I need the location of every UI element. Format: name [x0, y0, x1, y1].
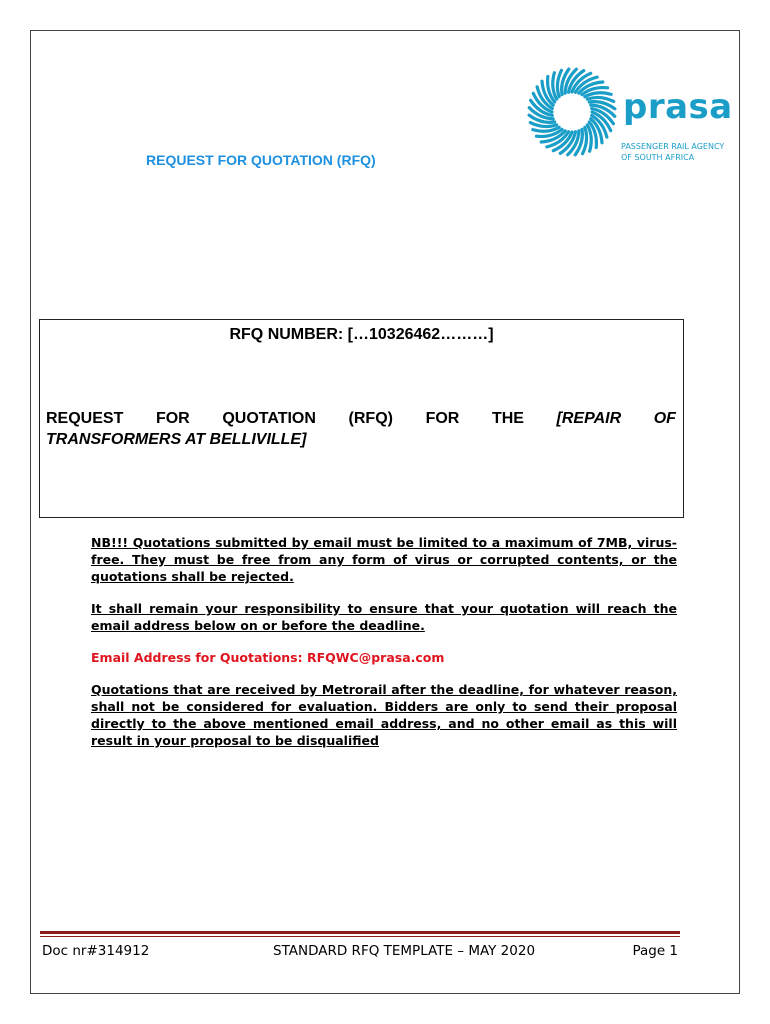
desc-word: FOR — [155, 410, 190, 427]
late-submission-note: Quotations that are received by Metrorail after the deadline, for whatever reason, shall not be considered for evaluation. Bidders are only to send their proposal directly to the above mentioned email address, and no other email as this will result in your proposal to be disqualified — [91, 682, 677, 748]
footer-rule-thin — [40, 936, 680, 937]
notes-section — [91, 534, 677, 764]
desc-word: [REPAIR — [556, 410, 622, 427]
desc-word: THE — [491, 410, 524, 427]
rfq-description — [46, 408, 676, 450]
footer-rule — [40, 931, 680, 934]
desc-word: QUOTATION — [222, 410, 316, 427]
desc-word: OF — [653, 410, 676, 427]
logo-subtitle-line2: OF SOUTH AFRICA — [621, 153, 695, 162]
logo-brand: prasa — [623, 87, 733, 127]
nb-note: NB!!! Quotations submitted by email must be limited to a maximum of 7MB, virus-free. They must be free from any form of virus or corrupted contents, or the quotations shall be rejected. — [91, 535, 677, 584]
footer-page-number: Page 1 — [632, 943, 678, 959]
desc-word: FOR — [425, 410, 460, 427]
desc-word: REQUEST — [46, 410, 124, 427]
page-title: REQUEST FOR QUOTATION (RFQ) — [146, 152, 376, 168]
footer-template: STANDARD RFQ TEMPLATE – MAY 2020 — [273, 943, 536, 959]
logo-subtitle-line1: PASSENGER RAIL AGENCY — [621, 142, 725, 151]
prasa-wheel-logo-icon — [527, 67, 617, 157]
rfq-description-line2: TRANSFORMERS AT BELLIVILLE] — [46, 431, 307, 448]
desc-word: (RFQ) — [348, 410, 393, 427]
rfq-description-line1 — [46, 408, 676, 429]
prasa-logo — [527, 67, 733, 177]
email-address-note[interactable]: Email Address for Quotations: RFQWC@prasa.com — [91, 650, 445, 665]
rfq-number: RFQ NUMBER: […10326462………] — [229, 326, 494, 343]
logo-subtitle — [621, 141, 731, 163]
footer-doc-number: Doc nr#314912 — [42, 943, 150, 959]
responsibility-note: It shall remain your responsibility to ensure that your quotation will reach the email address below on or before the deadline. — [91, 601, 677, 633]
rfq-box — [39, 319, 684, 518]
